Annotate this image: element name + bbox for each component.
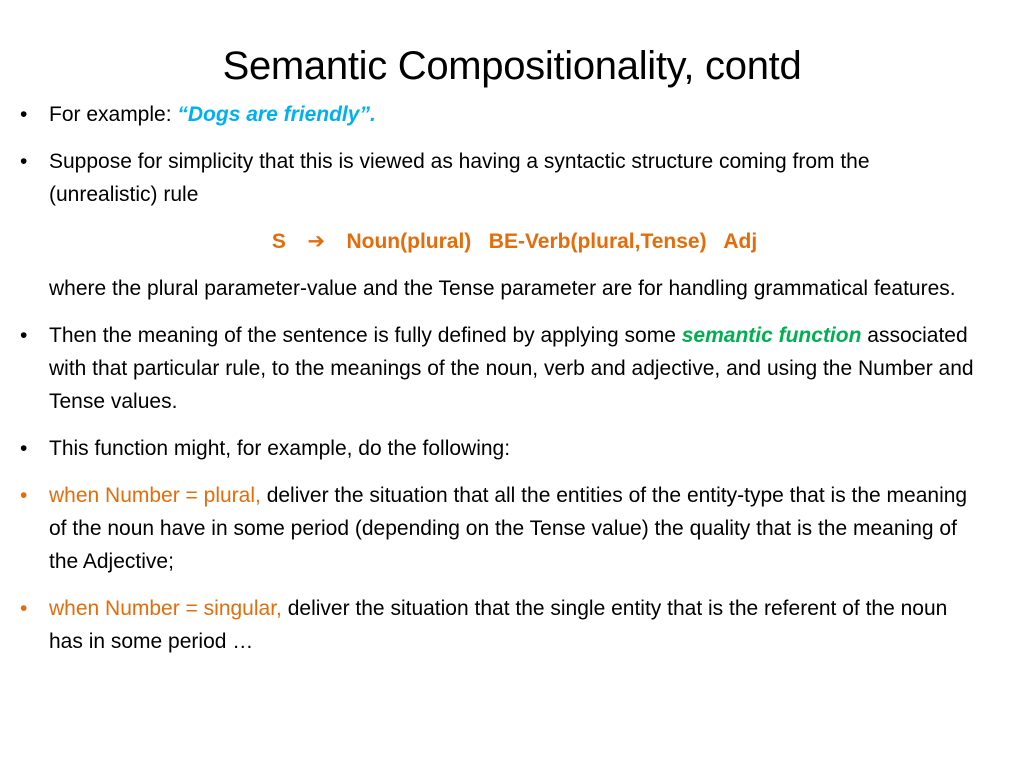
- singular-case-text: deliver the situation that the single entity that is the referent of the noun has in some period …: [49, 597, 948, 653]
- bullet-syntactic-structure: [20, 145, 980, 211]
- plural-condition: when Number = plural,: [49, 484, 261, 507]
- right-arrow-icon: ➔: [307, 230, 325, 253]
- parameter-explanation: where the plural parameter-value and the Tense parameter are for handling grammatical features.: [49, 277, 956, 300]
- bullet-marker: •: [20, 597, 28, 620]
- slide-body: [20, 98, 980, 672]
- grammar-rule: [20, 225, 980, 258]
- syntactic-structure-text: Suppose for simplicity that this is viewed as having a syntactic structure coming from the (unrealistic) rule: [49, 150, 870, 206]
- bullet-singular-case: [20, 592, 980, 658]
- bullet-marker: •: [20, 150, 28, 173]
- bullet-semantic-function: [20, 319, 980, 418]
- rule-lhs: S: [271, 230, 286, 253]
- example-prefix: For example:: [49, 103, 178, 126]
- bullet-marker: •: [20, 437, 28, 460]
- singular-condition: when Number = singular,: [49, 597, 282, 620]
- semantic-function-suffix: associated with that particular rule, to the meanings of the noun, verb and adjective, and using the Number and Tense values.: [49, 324, 974, 413]
- bullet-function-example: [20, 432, 980, 465]
- example-quote: “Dogs are friendly”.: [177, 103, 376, 126]
- plural-case-text: deliver the situation that all the entities of the entity-type that is the meaning of the noun have in some period (depending on the Tense value) the quality that is the meaning of the Adjective;: [49, 484, 968, 573]
- semantic-function-prefix: Then the meaning of the sentence is fully defined by applying some: [49, 324, 682, 347]
- bullet-example: [20, 98, 980, 131]
- bullet-marker: •: [20, 103, 28, 126]
- semantic-function-emphasis: semantic function: [681, 324, 862, 347]
- bullet-plural-case: [20, 479, 980, 578]
- bullet-marker: •: [20, 324, 28, 347]
- bullet-marker: •: [20, 484, 28, 507]
- slide-title: Semantic Compositionality, contd: [222, 43, 802, 88]
- function-example-text: This function might, for example, do the following:: [49, 437, 511, 460]
- rule-rhs: Noun(plural) BE-Verb(plural,Tense) Adj: [346, 230, 758, 253]
